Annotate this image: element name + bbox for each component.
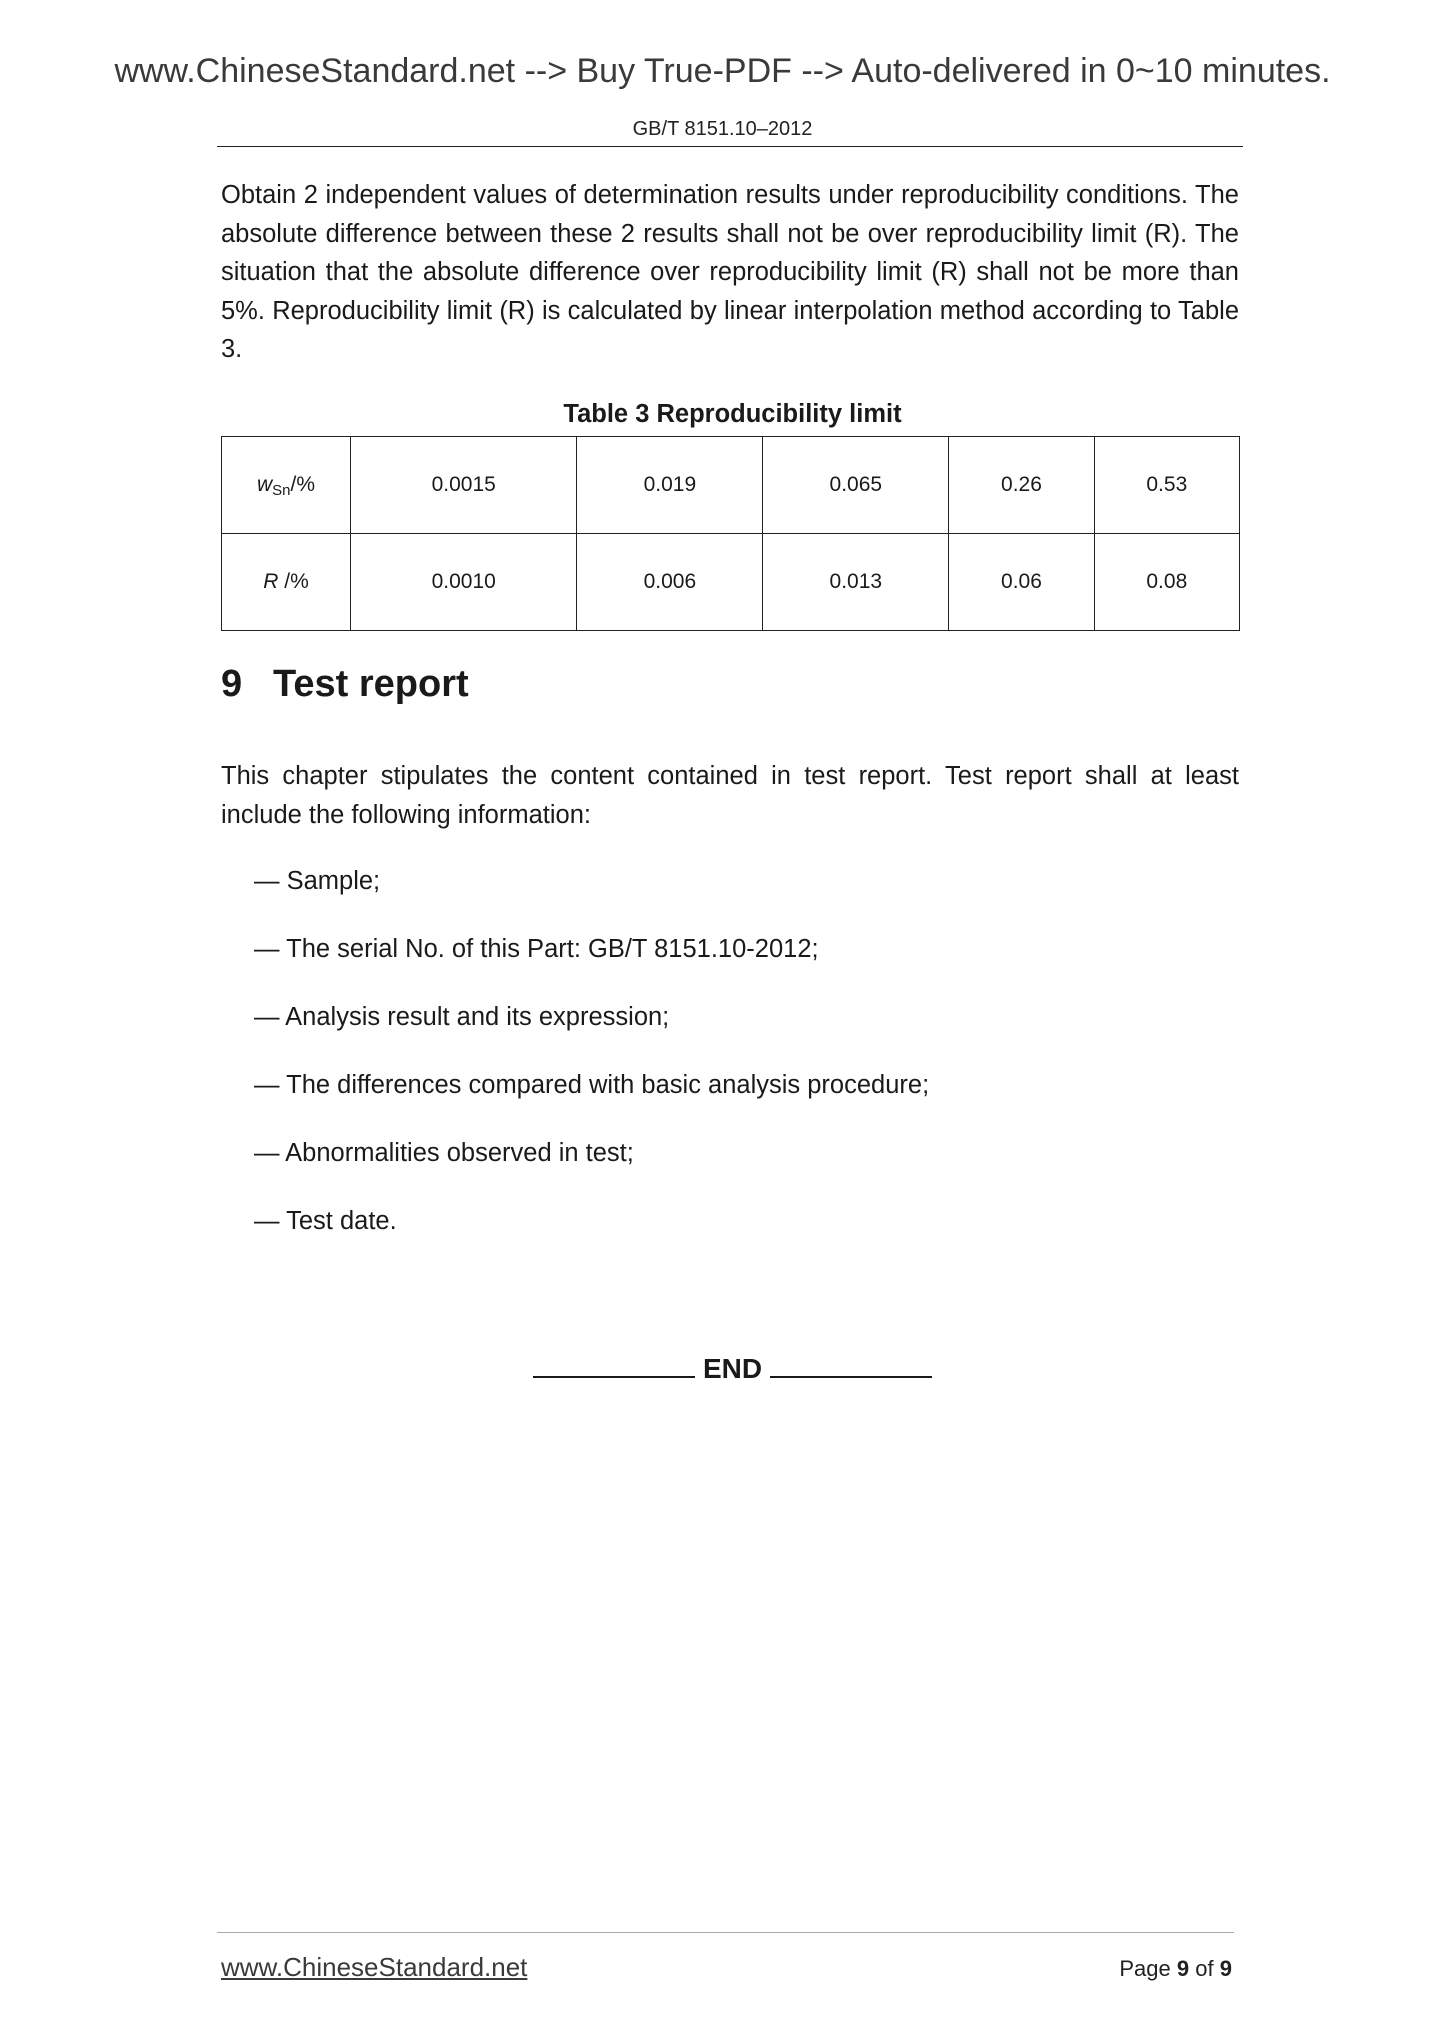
table-cell: 0.065 [763, 437, 949, 534]
row-label-r: R /% [222, 534, 351, 631]
site-banner[interactable]: www.ChineseStandard.net --> Buy True-PDF --> Auto-delivered in 0~10 minutes. [114, 52, 1331, 90]
end-marker: END [0, 1346, 1445, 1385]
section-heading [221, 663, 469, 706]
header-divider [217, 146, 1243, 147]
list-item: — Test date. [254, 1207, 397, 1235]
section-number: 9 [221, 663, 243, 705]
table-row [222, 437, 1240, 534]
footer-site-link[interactable]: www.ChineseStandard.net [221, 1952, 528, 1982]
standard-code: GB/T 8151.10–2012 [632, 118, 813, 140]
section-paragraph: This chapter stipulates the content contained in test report. Test report shall at least include the following information: [221, 762, 1239, 829]
table-title: Table 3 Reproducibility limit [563, 400, 902, 428]
reproducibility-table [221, 436, 1240, 631]
table-row [222, 534, 1240, 631]
list-item: — The serial No. of this Part: GB/T 8151.10-2012; [254, 935, 819, 963]
table-cell: 0.53 [1094, 437, 1239, 534]
page-number: Page 9 of 9 [1119, 1956, 1232, 1981]
list-item: — The differences compared with basic analysis procedure; [254, 1071, 930, 1099]
row-label-wsn: wSn/% [222, 437, 351, 534]
end-rule-left [533, 1346, 695, 1378]
report-items-list [254, 862, 929, 1270]
table-cell: 0.006 [577, 534, 763, 631]
section-title: Test report [273, 663, 469, 705]
intro-paragraph: Obtain 2 independent values of determination results under reproducibility conditions. The absolute difference between these 2 results shall not be over reproducibility limit (R). The situation that the absolute difference over reproducibility limit (R) shall not be more than 5%. Reproducibility limit (R) is calculated by linear interpolation method according to Table 3. [221, 181, 1239, 363]
table-cell: 0.26 [949, 437, 1094, 534]
end-rule-right [770, 1346, 932, 1378]
table-cell: 0.06 [949, 534, 1094, 631]
list-item: — Sample; [254, 867, 381, 895]
table-cell: 0.013 [763, 534, 949, 631]
list-item: — Abnormalities observed in test; [254, 1139, 634, 1167]
footer-divider [217, 1932, 1234, 1933]
table-cell: 0.08 [1094, 534, 1239, 631]
table-cell: 0.0010 [351, 534, 577, 631]
table-cell: 0.019 [577, 437, 763, 534]
table-cell: 0.0015 [351, 437, 577, 534]
list-item: — Analysis result and its expression; [254, 1003, 670, 1031]
